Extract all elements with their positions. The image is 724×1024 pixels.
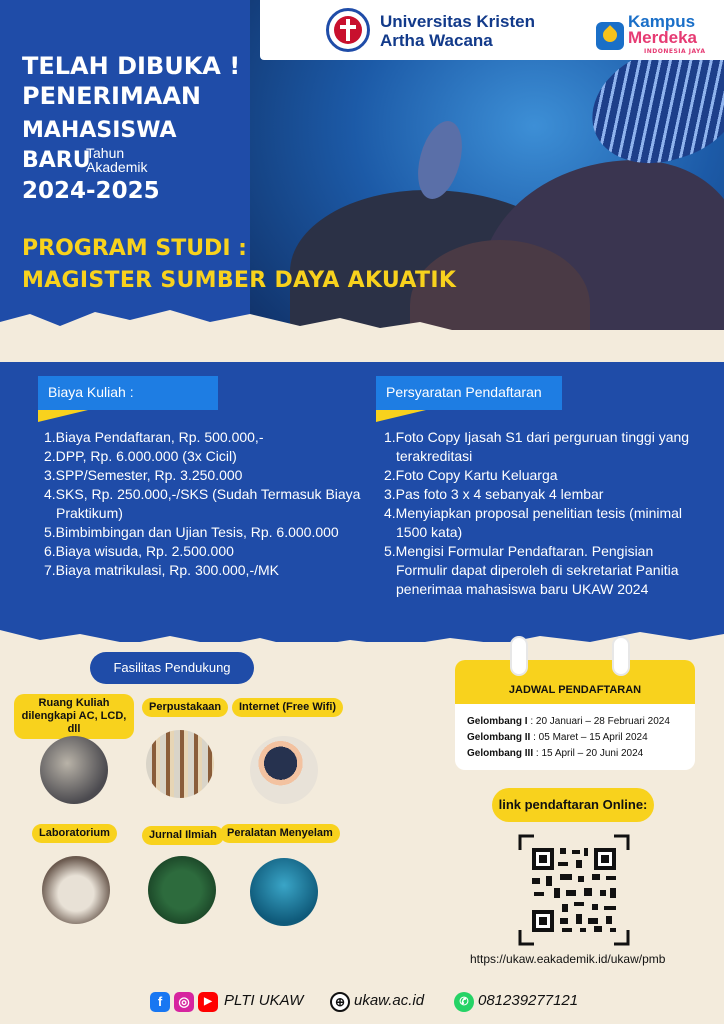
persyaratan-list (384, 428, 704, 599)
list-item: 6.Biaya wisuda, Rp. 2.500.000 (44, 543, 234, 559)
list-item: 2.Foto Copy Kartu Keluarga (384, 467, 558, 483)
schedule-row: Gelombang I : 20 Januari – 28 Februari 2024 (467, 716, 670, 727)
persyaratan-title: Persyaratan Pendaftaran (376, 376, 562, 410)
laboratory-photo (42, 856, 110, 924)
list-item: 5.Mengisi Formular Pendaftaran. Pengisian Formulir dapat diperoleh di sekretariat Panitia penerimaa mahasiswa baru UKAW 2024 (384, 543, 679, 597)
academic-year: 2024-2025 (22, 178, 160, 204)
biaya-flag (38, 410, 88, 422)
registration-url[interactable]: https://ukaw.eakademik.id/ukaw/pmb (470, 952, 666, 966)
facebook-icon[interactable]: f (150, 992, 170, 1012)
calendar-ring-icon (510, 636, 528, 676)
biaya-list (44, 428, 374, 580)
journal-photo (148, 856, 216, 924)
hero-banner (0, 0, 724, 330)
facility-label: Peralatan Menyelam (220, 824, 340, 843)
facility-label: Perpustakaan (142, 698, 228, 717)
schedule-row: Gelombang II : 05 Maret – 15 April 2024 (467, 732, 648, 743)
hero-line1: TELAH DIBUKA ! (22, 52, 241, 80)
globe-icon: ⊕ (330, 992, 350, 1012)
list-item: 4.Menyiapkan proposal penelitian tesis (minimal 1500 kata) (384, 505, 683, 540)
whatsapp-icon[interactable]: ✆ (454, 992, 474, 1012)
website-link[interactable]: ukaw.ac.id (354, 992, 425, 1009)
registration-schedule-card (455, 660, 695, 770)
ukaw-logo-icon (326, 8, 370, 52)
phone-number[interactable]: 081239277121 (478, 992, 579, 1009)
program-name: MAGISTER SUMBER DAYA AKUATIK (22, 268, 457, 293)
instagram-icon[interactable]: ◎ (174, 992, 194, 1012)
list-item: 1.Biaya Pendaftaran, Rp. 500.000,- (44, 429, 264, 445)
facility-label: Laboratorium (32, 824, 117, 843)
hero-line2: PENERIMAAN (22, 82, 201, 110)
schedule-row: Gelombang III : 15 April – 20 Juni 2024 (467, 748, 644, 759)
schedule-title: JADWAL PENDAFTARAN (508, 684, 642, 696)
persyaratan-flag (376, 410, 426, 422)
kampus-merdeka-tagline: INDONESIA JAYA (644, 48, 706, 55)
social-handle: PLTI UKAW (224, 992, 304, 1009)
fasilitas-title: Fasilitas Pendukung (90, 652, 254, 684)
university-name: Universitas Kristen Artha Wacana (380, 12, 535, 50)
classroom-photo (40, 736, 108, 804)
kampus-merdeka-icon (596, 22, 624, 50)
program-label: PROGRAM STUDI : (22, 236, 247, 261)
youtube-icon[interactable]: ▶ (198, 992, 218, 1012)
qr-code-icon[interactable] (518, 834, 630, 946)
internet-photo (250, 736, 318, 804)
list-item: 1.Foto Copy Ijasah S1 dari perguruan tinggi yang terakreditasi (384, 429, 690, 464)
hero-line4: BARU (22, 148, 91, 173)
hero-line3: MAHASISWA (22, 118, 177, 143)
diving-photo (250, 858, 318, 926)
torn-paper-divider (0, 292, 724, 372)
list-item: 2.DPP, Rp. 6.000.000 (3x Cicil) (44, 448, 237, 464)
academic-year-label: Tahun Akademik (86, 145, 148, 175)
list-item: 4.SKS, Rp. 250.000,-/SKS (Sudah Termasuk Biaya Praktikum) (44, 486, 361, 521)
facility-label: Internet (Free Wifi) (232, 698, 343, 717)
library-photo (146, 730, 214, 798)
facility-label: Jurnal Ilmiah (142, 826, 224, 845)
list-item: 3.SPP/Semester, Rp. 3.250.000 (44, 467, 243, 483)
list-item: 7.Biaya matrikulasi, Rp. 300.000,-/MK (44, 562, 279, 578)
online-link-label: link pendaftaran Online: (492, 788, 654, 822)
biaya-title: Biaya Kuliah : (38, 376, 218, 410)
kampus-merdeka-logo: Kampus Merdeka (628, 12, 697, 47)
calendar-ring-icon (612, 636, 630, 676)
facility-label: Ruang Kuliah dilengkapi AC, LCD, dll (14, 694, 134, 739)
list-item: 5.Bimbimbingan dan Ujian Tesis, Rp. 6.000.000 (44, 524, 339, 540)
list-item: 3.Pas foto 3 x 4 sebanyak 4 lembar (384, 486, 604, 502)
